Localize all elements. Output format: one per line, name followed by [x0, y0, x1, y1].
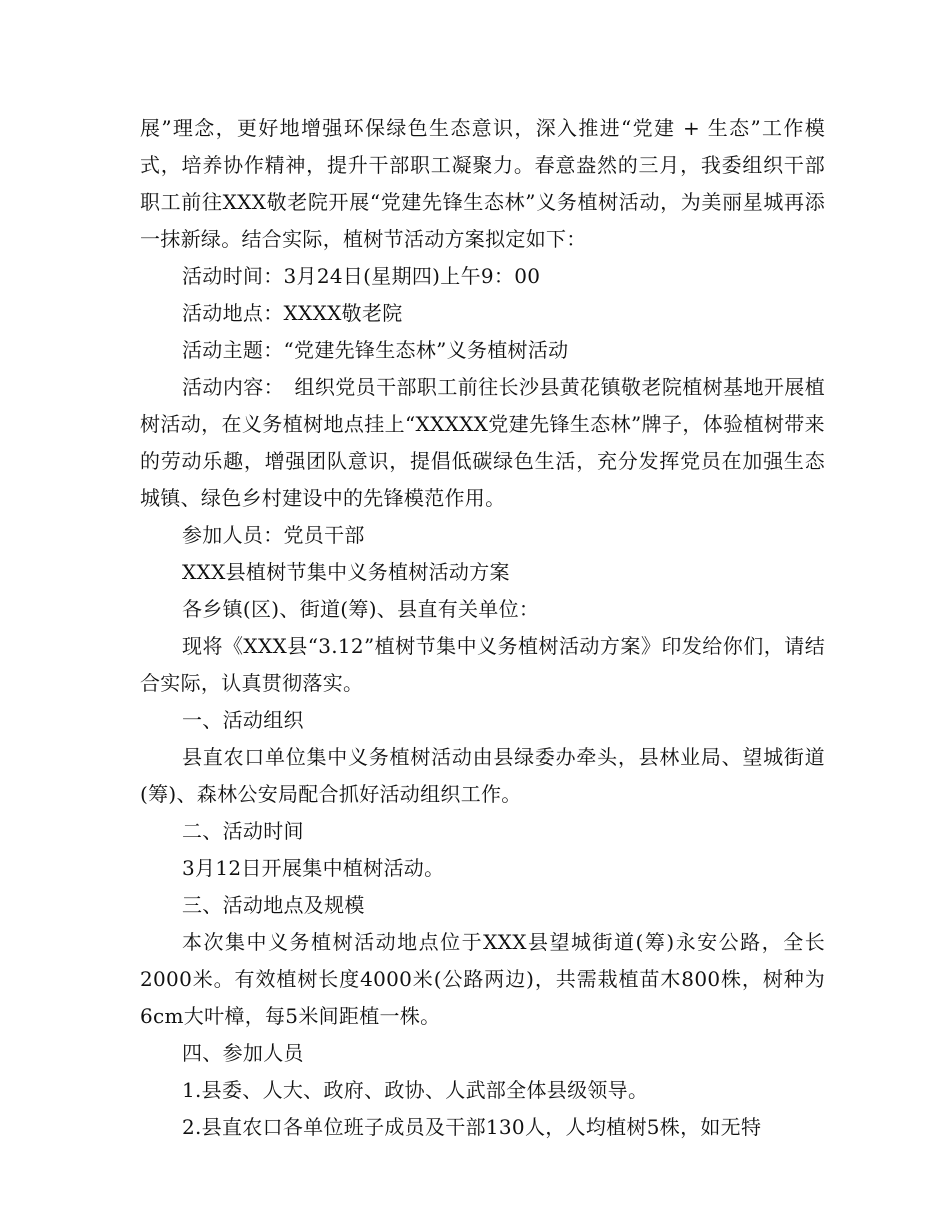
paragraph: 活动内容： 组织党员干部职工前往长沙县黄花镇敬老院植树基地开展植树活动，在义务植树地点挂上“XXXXX党建先锋生态林”牌子，体验植树带来的劳动乐趣，增强团队意识，提倡低碳绿色生活，充分发挥党员在加强生态城镇、绿色乡村建设中的先锋模范作用。 — [140, 375, 825, 510]
paragraph: 活动时间：3月24日(星期四)上午9：00 — [182, 264, 541, 288]
paragraph: 现将《XXX县“3.12”植树节集中义务植树活动方案》印发给你们，请结合实际，认真贯彻落实。 — [140, 634, 825, 695]
paragraph: 2.县直农口各单位班子成员及干部130人，人均植树5株，如无特 — [182, 1115, 762, 1139]
paragraph: XXX县植树节集中义务植树活动方案 — [182, 560, 510, 584]
paragraph: 一、活动组织 — [182, 708, 304, 732]
paragraph: 本次集中义务植树活动地点位于XXX县望城街道(筹)永安公路，全长2000米。有效植树长度4000米(公路两边)，共需栽植苗木800株，树种为6cm大叶樟，每5米间距植一株。 — [140, 930, 825, 1028]
paragraph: 3月12日开展集中植树活动。 — [182, 856, 445, 880]
paragraph: 三、活动地点及规模 — [182, 893, 365, 917]
paragraph: 展”理念，更好地增强环保绿色生态意识，深入推进“党建 + 生态”工作模式，培养协作精神，提升干部职工凝聚力。春意盎然的三月，我委组织干部职工前往XXX敬老院开展“党建先锋生态林”义务植树活动，为美丽星城再添一抹新绿。结合实际，植树节活动方案拟定如下： — [140, 116, 825, 251]
paragraph: 参加人员：党员干部 — [182, 523, 365, 547]
paragraph: 县直农口单位集中义务植树活动由县绿委办牵头，县林业局、望城街道(筹)、森林公安局配合抓好活动组织工作。 — [140, 745, 825, 806]
paragraph: 二、活动时间 — [182, 819, 304, 843]
paragraph: 1.县委、人大、政府、政协、人武部全体县级领导。 — [182, 1078, 649, 1102]
paragraph: 活动主题：“党建先锋生态林”义务植树活动 — [182, 338, 569, 362]
paragraph: 各乡镇(区)、街道(筹)、县直有关单位： — [182, 597, 540, 621]
paragraph: 活动地点：XXXX敬老院 — [182, 301, 403, 325]
document-body — [140, 110, 825, 1146]
paragraph: 四、参加人员 — [182, 1041, 304, 1065]
